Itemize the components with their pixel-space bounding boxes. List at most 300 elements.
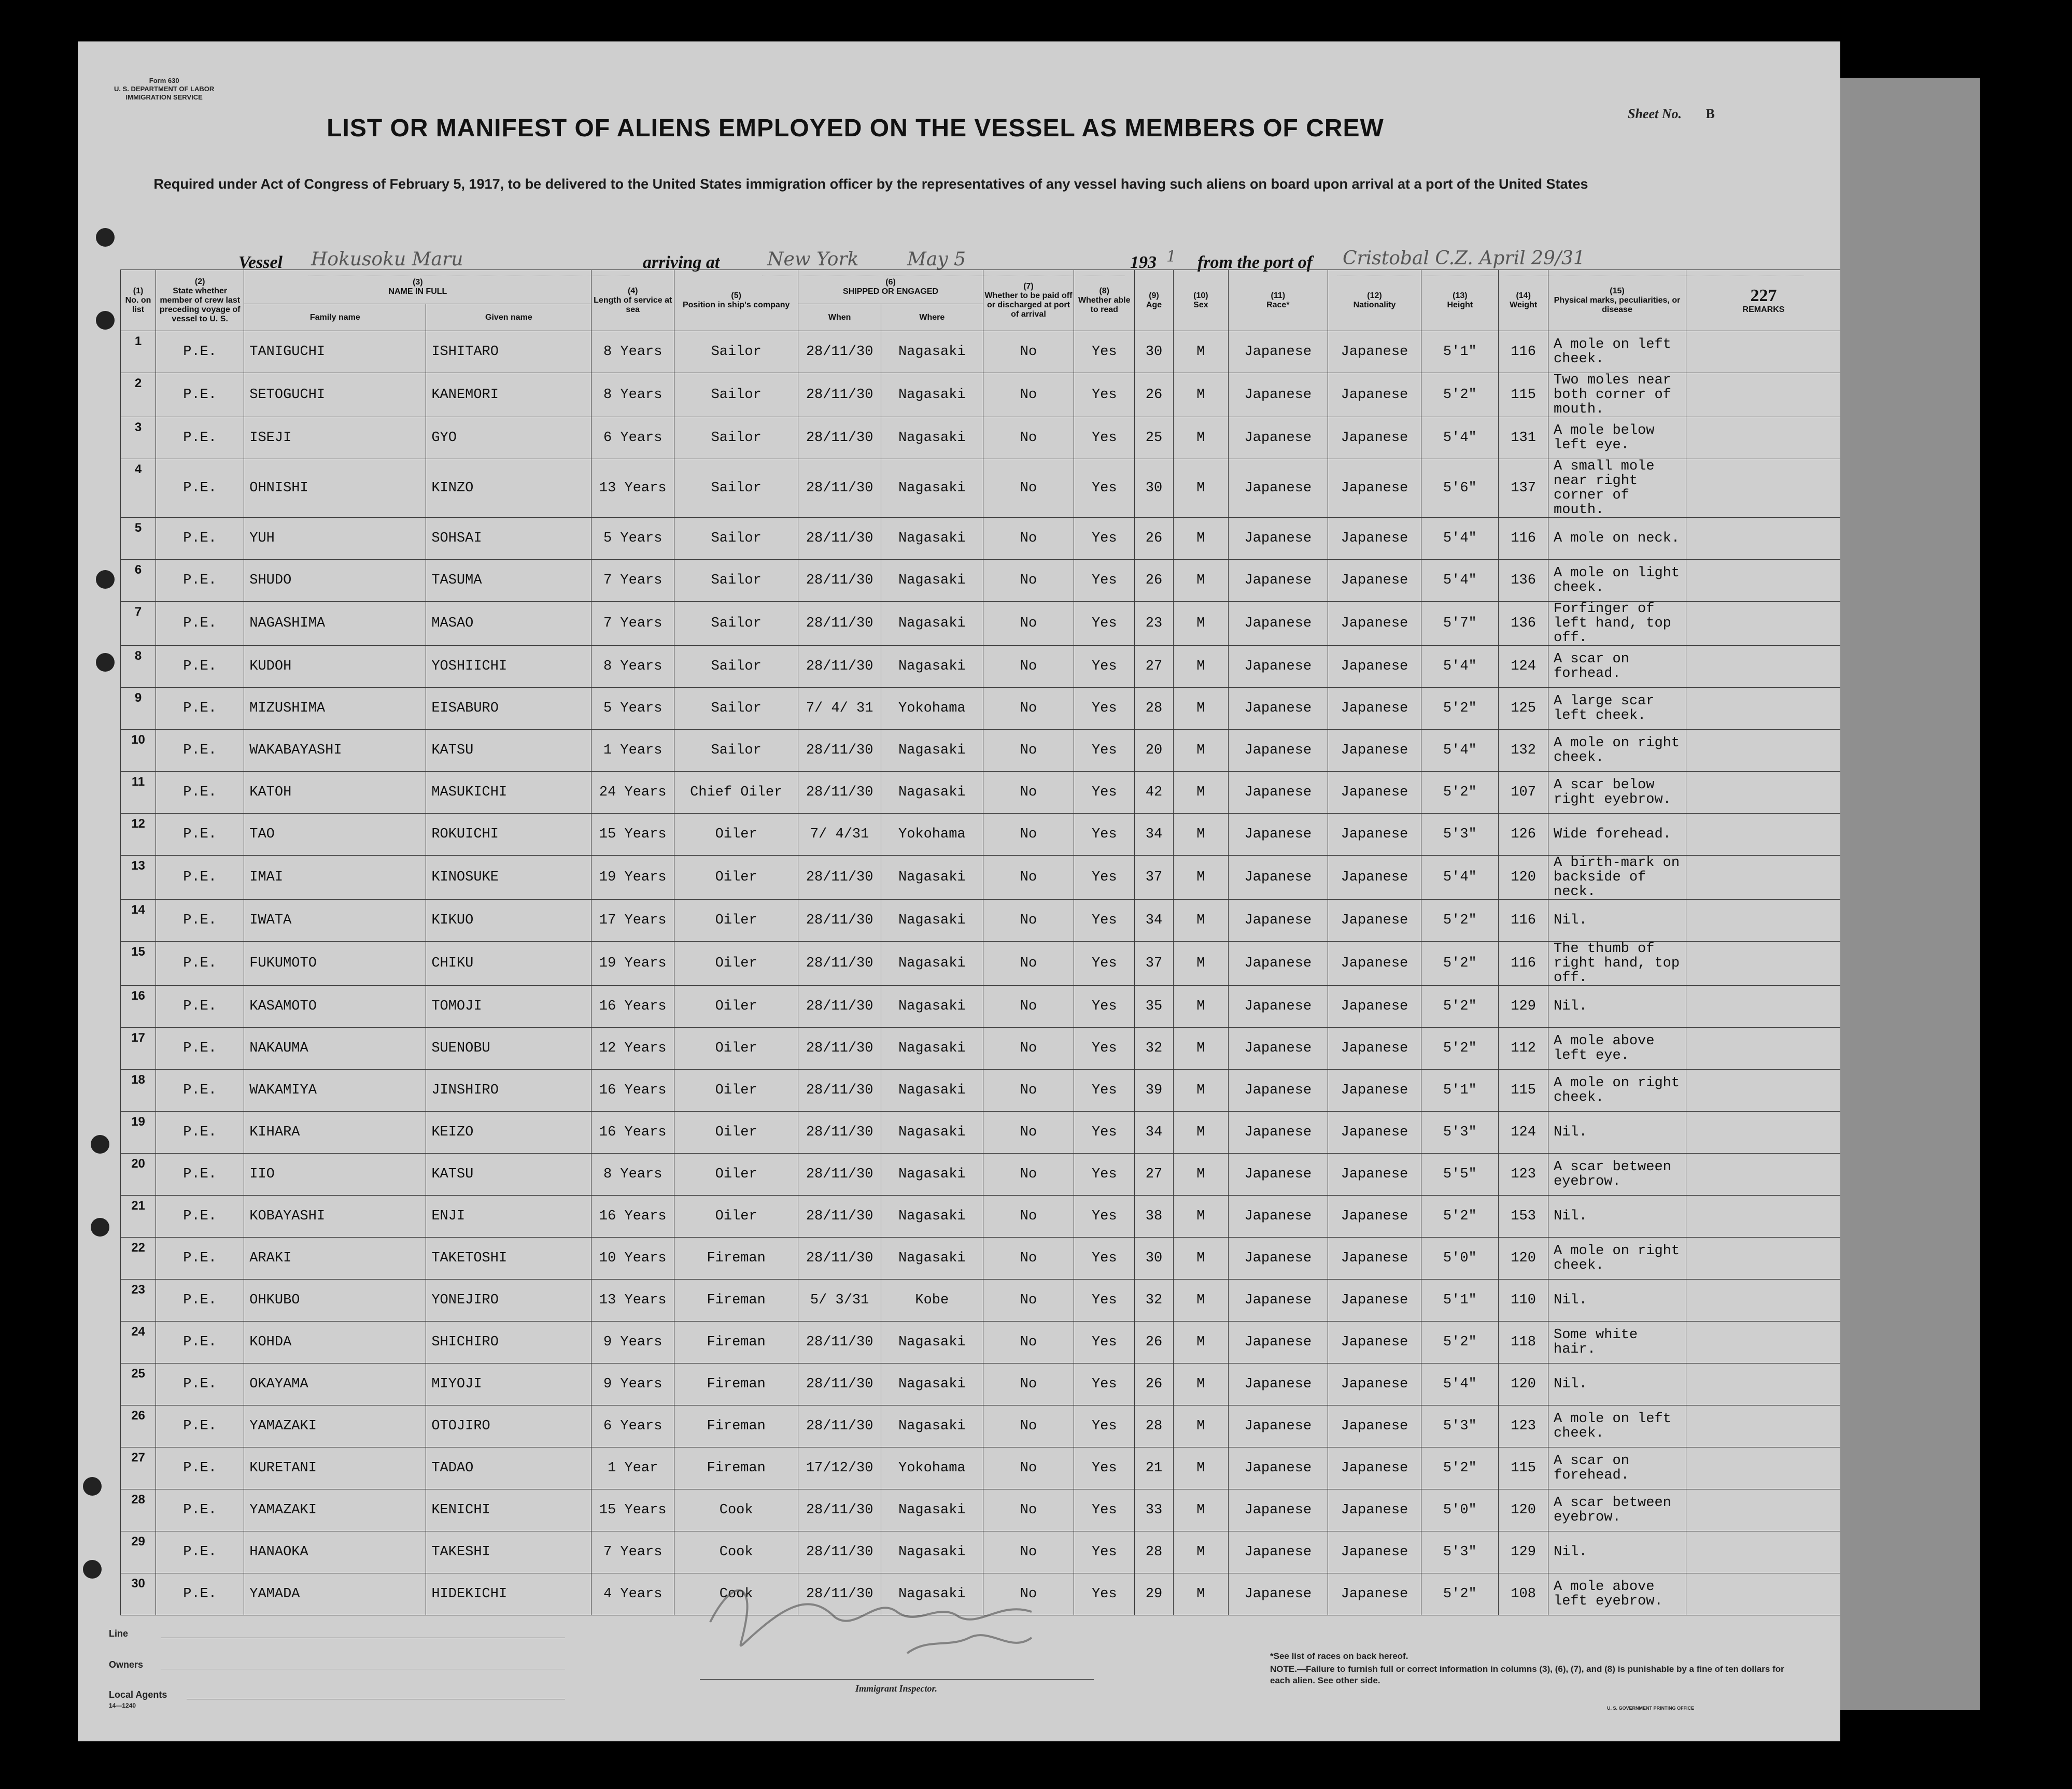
table-row bbox=[121, 1322, 1841, 1364]
cell-weight: 136 bbox=[1499, 602, 1548, 646]
cell-sex: M bbox=[1173, 1196, 1228, 1238]
cell-paid: No bbox=[983, 1028, 1074, 1070]
year-digit: 1 bbox=[1166, 248, 1177, 266]
cell-read: Yes bbox=[1074, 772, 1135, 814]
binder-hole bbox=[96, 570, 115, 589]
cell-given: YOSHIICHI bbox=[426, 646, 591, 688]
cell-weight: 110 bbox=[1499, 1280, 1548, 1322]
cell-family: YUH bbox=[244, 518, 426, 560]
cell-nationality: Japanese bbox=[1328, 1447, 1421, 1489]
cell-sex: M bbox=[1173, 900, 1228, 942]
cell-race: Japanese bbox=[1229, 417, 1328, 459]
col-name-label: NAME IN FULL bbox=[388, 287, 447, 296]
col-marks-num: (15) bbox=[1610, 286, 1625, 295]
cell-race: Japanese bbox=[1229, 1447, 1328, 1489]
cell-service: 9 Years bbox=[591, 1364, 674, 1405]
cell-remarks bbox=[1686, 560, 1840, 602]
cell-prev: P.E. bbox=[156, 1573, 244, 1615]
cell-when: 17/12/30 bbox=[798, 1447, 881, 1489]
cell-service: 13 Years bbox=[591, 1280, 674, 1322]
cell-weight: 107 bbox=[1499, 772, 1548, 814]
col-name-header bbox=[244, 270, 591, 304]
cell-given: ENJI bbox=[426, 1196, 591, 1238]
cell-remarks bbox=[1686, 942, 1840, 986]
cell-position: Fireman bbox=[674, 1280, 798, 1322]
cell-race: Japanese bbox=[1229, 856, 1328, 900]
cell-nationality: Japanese bbox=[1328, 814, 1421, 856]
cell-race: Japanese bbox=[1229, 986, 1328, 1028]
cell-weight: 153 bbox=[1499, 1196, 1548, 1238]
cell-sex: M bbox=[1173, 772, 1228, 814]
table-row bbox=[121, 730, 1841, 772]
from-port-label: from the port of bbox=[1197, 253, 1313, 272]
binder-hole bbox=[96, 228, 115, 247]
cell-race: Japanese bbox=[1229, 1531, 1328, 1573]
cell-where: Nagasaki bbox=[881, 1112, 983, 1154]
cell-remarks bbox=[1686, 1405, 1840, 1447]
cell-prev: P.E. bbox=[156, 1280, 244, 1322]
cell-where: Yokohama bbox=[881, 688, 983, 730]
cell-nationality: Japanese bbox=[1328, 1196, 1421, 1238]
cell-height: 5'2" bbox=[1421, 772, 1499, 814]
cell-height: 5'4" bbox=[1421, 1364, 1499, 1405]
cell-nationality: Japanese bbox=[1328, 772, 1421, 814]
cell-sex: M bbox=[1173, 459, 1228, 518]
cell-age: 23 bbox=[1135, 602, 1173, 646]
cell-remarks bbox=[1686, 1112, 1840, 1154]
cell-position: Fireman bbox=[674, 1447, 798, 1489]
cell-marks: A birth-mark on backside of neck. bbox=[1548, 856, 1686, 900]
cell-where: Nagasaki bbox=[881, 942, 983, 986]
cell-race: Japanese bbox=[1229, 730, 1328, 772]
col-weight-label: Weight bbox=[1510, 300, 1538, 309]
cell-service: 19 Years bbox=[591, 856, 674, 900]
table-row bbox=[121, 942, 1841, 986]
manifest-rows bbox=[121, 331, 1841, 1615]
cell-when: 28/11/30 bbox=[798, 1405, 881, 1447]
cell-family: SHUDO bbox=[244, 560, 426, 602]
cell-read: Yes bbox=[1074, 1238, 1135, 1280]
cell-marks: Nil. bbox=[1548, 1531, 1686, 1573]
cell-weight: 120 bbox=[1499, 1364, 1548, 1405]
cell-remarks bbox=[1686, 373, 1840, 417]
cell-remarks bbox=[1686, 1322, 1840, 1364]
cell-age: 30 bbox=[1135, 331, 1173, 373]
cell-weight: 129 bbox=[1499, 1531, 1548, 1573]
cell-no: 12 bbox=[121, 814, 156, 856]
cell-paid: No bbox=[983, 518, 1074, 560]
cell-height: 5'1" bbox=[1421, 1070, 1499, 1112]
cell-remarks bbox=[1686, 417, 1840, 459]
col-shipped-header bbox=[798, 270, 983, 304]
manifest-sheet bbox=[78, 41, 1840, 1741]
table-row bbox=[121, 459, 1841, 518]
table-row bbox=[121, 646, 1841, 688]
col-height-header bbox=[1421, 270, 1499, 331]
cell-read: Yes bbox=[1074, 1280, 1135, 1322]
cell-age: 30 bbox=[1135, 459, 1173, 518]
cell-where: Nagasaki bbox=[881, 1531, 983, 1573]
cell-read: Yes bbox=[1074, 1573, 1135, 1615]
cell-read: Yes bbox=[1074, 856, 1135, 900]
cell-nationality: Japanese bbox=[1328, 900, 1421, 942]
cell-no: 17 bbox=[121, 1028, 156, 1070]
table-row bbox=[121, 331, 1841, 373]
cell-marks: A mole on right cheek. bbox=[1548, 1070, 1686, 1112]
cell-given: KINZO bbox=[426, 459, 591, 518]
cell-nationality: Japanese bbox=[1328, 560, 1421, 602]
cell-prev: P.E. bbox=[156, 331, 244, 373]
cell-no: 4 bbox=[121, 459, 156, 518]
cell-prev: P.E. bbox=[156, 560, 244, 602]
cell-race: Japanese bbox=[1229, 688, 1328, 730]
cell-marks: A scar on forehead. bbox=[1548, 1447, 1686, 1489]
cell-position: Sailor bbox=[674, 459, 798, 518]
cell-age: 35 bbox=[1135, 986, 1173, 1028]
cell-no: 29 bbox=[121, 1531, 156, 1573]
cell-no: 26 bbox=[121, 1405, 156, 1447]
cell-marks: Nil. bbox=[1548, 986, 1686, 1028]
cell-when: 28/11/30 bbox=[798, 900, 881, 942]
cell-service: 5 Years bbox=[591, 518, 674, 560]
cell-read: Yes bbox=[1074, 331, 1135, 373]
cell-sex: M bbox=[1173, 730, 1228, 772]
cell-weight: 131 bbox=[1499, 417, 1548, 459]
cell-age: 34 bbox=[1135, 814, 1173, 856]
col-when-header: When bbox=[798, 304, 881, 331]
cell-paid: No bbox=[983, 942, 1074, 986]
cell-sex: M bbox=[1173, 942, 1228, 986]
cell-family: IMAI bbox=[244, 856, 426, 900]
cell-read: Yes bbox=[1074, 1154, 1135, 1196]
col-service-header bbox=[591, 270, 674, 331]
races-note: *See list of races on back hereof. bbox=[1270, 1651, 1408, 1661]
cell-when: 28/11/30 bbox=[798, 772, 881, 814]
cell-height: 5'1" bbox=[1421, 1280, 1499, 1322]
cell-where: Kobe bbox=[881, 1280, 983, 1322]
cell-marks: Two moles near both corner of mouth. bbox=[1548, 373, 1686, 417]
cell-paid: No bbox=[983, 814, 1074, 856]
year-prefix: 193 bbox=[1130, 253, 1157, 272]
table-row bbox=[121, 417, 1841, 459]
cell-service: 12 Years bbox=[591, 1028, 674, 1070]
cell-family: WAKAMIYA bbox=[244, 1070, 426, 1112]
cell-nationality: Japanese bbox=[1328, 1531, 1421, 1573]
cell-race: Japanese bbox=[1229, 560, 1328, 602]
cell-remarks bbox=[1686, 772, 1840, 814]
table-row bbox=[121, 1447, 1841, 1489]
cell-nationality: Japanese bbox=[1328, 730, 1421, 772]
cell-sex: M bbox=[1173, 518, 1228, 560]
cell-remarks bbox=[1686, 856, 1840, 900]
cell-where: Nagasaki bbox=[881, 1364, 983, 1405]
cell-weight: 115 bbox=[1499, 373, 1548, 417]
table-row bbox=[121, 688, 1841, 730]
cell-remarks bbox=[1686, 331, 1840, 373]
cell-paid: No bbox=[983, 1489, 1074, 1531]
cell-given: KEIZO bbox=[426, 1112, 591, 1154]
vessel-name: Hokusoku Maru bbox=[311, 249, 463, 270]
agents-form: 14—1240 bbox=[109, 1702, 136, 1709]
cell-given: TAKETOSHI bbox=[426, 1238, 591, 1280]
cell-given: SOHSAI bbox=[426, 518, 591, 560]
cell-prev: P.E. bbox=[156, 772, 244, 814]
cell-when: 28/11/30 bbox=[798, 518, 881, 560]
col-position-header bbox=[674, 270, 798, 331]
cell-service: 7 Years bbox=[591, 560, 674, 602]
cell-where: Nagasaki bbox=[881, 459, 983, 518]
cell-sex: M bbox=[1173, 856, 1228, 900]
cell-given: TAKESHI bbox=[426, 1531, 591, 1573]
cell-weight: 108 bbox=[1499, 1573, 1548, 1615]
cell-read: Yes bbox=[1074, 814, 1135, 856]
cell-remarks bbox=[1686, 1364, 1840, 1405]
cell-paid: No bbox=[983, 602, 1074, 646]
cell-weight: 125 bbox=[1499, 688, 1548, 730]
cell-prev: P.E. bbox=[156, 1405, 244, 1447]
cell-age: 34 bbox=[1135, 900, 1173, 942]
cell-remarks bbox=[1686, 1070, 1840, 1112]
cell-sex: M bbox=[1173, 1489, 1228, 1531]
cell-marks: A scar between eyebrow. bbox=[1548, 1154, 1686, 1196]
cell-sex: M bbox=[1173, 1070, 1228, 1112]
cell-sex: M bbox=[1173, 1364, 1228, 1405]
cell-position: Sailor bbox=[674, 417, 798, 459]
cell-position: Oiler bbox=[674, 1154, 798, 1196]
table-row bbox=[121, 1112, 1841, 1154]
cell-when: 28/11/30 bbox=[798, 560, 881, 602]
cell-when: 28/11/30 bbox=[798, 459, 881, 518]
cell-marks: A mole on right cheek. bbox=[1548, 730, 1686, 772]
cell-sex: M bbox=[1173, 1531, 1228, 1573]
cell-no: 22 bbox=[121, 1238, 156, 1280]
form-header bbox=[114, 77, 214, 102]
cell-sex: M bbox=[1173, 646, 1228, 688]
cell-when: 28/11/30 bbox=[798, 730, 881, 772]
cell-when: 28/11/30 bbox=[798, 1196, 881, 1238]
cell-race: Japanese bbox=[1229, 1364, 1328, 1405]
cell-family: ARAKI bbox=[244, 1238, 426, 1280]
cell-paid: No bbox=[983, 1531, 1074, 1573]
cell-weight: 116 bbox=[1499, 518, 1548, 560]
cell-prev: P.E. bbox=[156, 814, 244, 856]
cell-prev: P.E. bbox=[156, 730, 244, 772]
cell-height: 5'0" bbox=[1421, 1489, 1499, 1531]
cell-service: 6 Years bbox=[591, 417, 674, 459]
cell-marks: A scar on forhead. bbox=[1548, 646, 1686, 688]
cell-given: TOMOJI bbox=[426, 986, 591, 1028]
cell-sex: M bbox=[1173, 331, 1228, 373]
page-subtitle: Required under Act of Congress of February 5, 1917, to be delivered to the United States immigration officer by the representatives of any vessel having such aliens on board upon arrival at a port of the United States bbox=[153, 176, 1588, 192]
cell-no: 21 bbox=[121, 1196, 156, 1238]
col-sex-num: (10) bbox=[1193, 291, 1208, 300]
cell-marks: A mole on light cheek. bbox=[1548, 560, 1686, 602]
cell-given: KANEMORI bbox=[426, 373, 591, 417]
cell-read: Yes bbox=[1074, 1070, 1135, 1112]
col-sex-label: Sex bbox=[1193, 300, 1208, 309]
cell-sex: M bbox=[1173, 1028, 1228, 1070]
col-weight-header bbox=[1499, 270, 1548, 331]
cell-weight: 120 bbox=[1499, 1238, 1548, 1280]
cell-nationality: Japanese bbox=[1328, 373, 1421, 417]
cell-age: 39 bbox=[1135, 1070, 1173, 1112]
cell-where: Nagasaki bbox=[881, 730, 983, 772]
cell-paid: No bbox=[983, 900, 1074, 942]
cell-where: Nagasaki bbox=[881, 1154, 983, 1196]
cell-sex: M bbox=[1173, 560, 1228, 602]
cell-marks: Nil. bbox=[1548, 1280, 1686, 1322]
cell-when: 7/ 4/31 bbox=[798, 814, 881, 856]
cell-paid: No bbox=[983, 459, 1074, 518]
cell-family: NAGASHIMA bbox=[244, 602, 426, 646]
cell-weight: 123 bbox=[1499, 1154, 1548, 1196]
cell-race: Japanese bbox=[1229, 459, 1328, 518]
cell-nationality: Japanese bbox=[1328, 856, 1421, 900]
cell-when: 28/11/30 bbox=[798, 1489, 881, 1531]
cell-position: Sailor bbox=[674, 373, 798, 417]
cell-read: Yes bbox=[1074, 942, 1135, 986]
col-remarks-header bbox=[1686, 270, 1840, 331]
cell-family: OHNISHI bbox=[244, 459, 426, 518]
cell-paid: No bbox=[983, 1405, 1074, 1447]
col-shipped-label: SHIPPED OR ENGAGED bbox=[843, 287, 939, 296]
cell-no: 20 bbox=[121, 1154, 156, 1196]
inspector-underline bbox=[700, 1679, 1094, 1680]
cell-weight: 129 bbox=[1499, 986, 1548, 1028]
cell-weight: 132 bbox=[1499, 730, 1548, 772]
cell-marks: A scar between eyebrow. bbox=[1548, 1489, 1686, 1531]
cell-position: Oiler bbox=[674, 814, 798, 856]
cell-race: Japanese bbox=[1229, 602, 1328, 646]
table-row bbox=[121, 1070, 1841, 1112]
cell-height: 5'3" bbox=[1421, 1531, 1499, 1573]
cell-where: Nagasaki bbox=[881, 646, 983, 688]
cell-given: HIDEKICHI bbox=[426, 1573, 591, 1615]
table-row bbox=[121, 814, 1841, 856]
line-label: Line bbox=[109, 1628, 129, 1639]
cell-family: KOHDA bbox=[244, 1322, 426, 1364]
binder-hole bbox=[91, 1218, 109, 1237]
cell-marks: A mole on left cheek. bbox=[1548, 331, 1686, 373]
col-no-header bbox=[121, 270, 156, 331]
col-read-header bbox=[1074, 270, 1135, 331]
cell-service: 19 Years bbox=[591, 942, 674, 986]
cell-remarks bbox=[1686, 459, 1840, 518]
cell-height: 5'7" bbox=[1421, 602, 1499, 646]
col-weight-num: (14) bbox=[1516, 291, 1531, 300]
cell-paid: No bbox=[983, 856, 1074, 900]
cell-height: 5'1" bbox=[1421, 331, 1499, 373]
cell-age: 26 bbox=[1135, 373, 1173, 417]
cell-family: FUKUMOTO bbox=[244, 942, 426, 986]
col-nationality-header bbox=[1328, 270, 1421, 331]
col-position-num: (5) bbox=[731, 291, 741, 300]
cell-sex: M bbox=[1173, 1322, 1228, 1364]
cell-age: 38 bbox=[1135, 1196, 1173, 1238]
col-height-label: Height bbox=[1447, 300, 1473, 309]
cell-where: Nagasaki bbox=[881, 1028, 983, 1070]
cell-marks: A mole below left eye. bbox=[1548, 417, 1686, 459]
cell-nationality: Japanese bbox=[1328, 1280, 1421, 1322]
cell-age: 26 bbox=[1135, 1322, 1173, 1364]
cell-no: 11 bbox=[121, 772, 156, 814]
cell-nationality: Japanese bbox=[1328, 688, 1421, 730]
cell-family: YAMAZAKI bbox=[244, 1405, 426, 1447]
cell-given: TASUMA bbox=[426, 560, 591, 602]
cell-race: Japanese bbox=[1229, 1028, 1328, 1070]
cell-when: 28/11/30 bbox=[798, 1322, 881, 1364]
cell-service: 8 Years bbox=[591, 331, 674, 373]
cell-family: ISEJI bbox=[244, 417, 426, 459]
cell-nationality: Japanese bbox=[1328, 942, 1421, 986]
cell-position: Sailor bbox=[674, 560, 798, 602]
arrival-port: New York bbox=[767, 249, 859, 270]
cell-family: OKAYAMA bbox=[244, 1364, 426, 1405]
cell-sex: M bbox=[1173, 986, 1228, 1028]
cell-when: 28/11/30 bbox=[798, 1364, 881, 1405]
cell-no: 1 bbox=[121, 331, 156, 373]
cell-height: 5'2" bbox=[1421, 1322, 1499, 1364]
cell-position: Fireman bbox=[674, 1322, 798, 1364]
cell-family: YAMADA bbox=[244, 1573, 426, 1615]
cell-no: 24 bbox=[121, 1322, 156, 1364]
cell-service: 6 Years bbox=[591, 1405, 674, 1447]
cell-position: Oiler bbox=[674, 1070, 798, 1112]
table-row bbox=[121, 1364, 1841, 1405]
col-family-header: Family name bbox=[244, 304, 426, 331]
cell-race: Japanese bbox=[1229, 518, 1328, 560]
cell-paid: No bbox=[983, 373, 1074, 417]
cell-when: 28/11/30 bbox=[798, 1531, 881, 1573]
cell-race: Japanese bbox=[1229, 1322, 1328, 1364]
col-paid-label: Whether to be paid off or discharged at port of arrival bbox=[984, 291, 1073, 319]
cell-remarks bbox=[1686, 1280, 1840, 1322]
cell-when: 28/11/30 bbox=[798, 1070, 881, 1112]
cell-read: Yes bbox=[1074, 1112, 1135, 1154]
cell-position: Sailor bbox=[674, 688, 798, 730]
col-no-label: No. on list bbox=[125, 295, 151, 314]
cell-no: 28 bbox=[121, 1489, 156, 1531]
cell-when: 28/11/30 bbox=[798, 1112, 881, 1154]
cell-where: Nagasaki bbox=[881, 1196, 983, 1238]
cell-marks: Wide forehead. bbox=[1548, 814, 1686, 856]
cell-nationality: Japanese bbox=[1328, 1489, 1421, 1531]
cell-service: 7 Years bbox=[591, 602, 674, 646]
cell-age: 32 bbox=[1135, 1028, 1173, 1070]
cell-position: Sailor bbox=[674, 602, 798, 646]
cell-where: Nagasaki bbox=[881, 1238, 983, 1280]
table-row bbox=[121, 900, 1841, 942]
cell-sex: M bbox=[1173, 373, 1228, 417]
cell-position: Sailor bbox=[674, 730, 798, 772]
cell-read: Yes bbox=[1074, 602, 1135, 646]
cell-given: MIYOJI bbox=[426, 1364, 591, 1405]
cell-nationality: Japanese bbox=[1328, 986, 1421, 1028]
cell-family: KURETANI bbox=[244, 1447, 426, 1489]
table-row bbox=[121, 1280, 1841, 1322]
cell-no: 10 bbox=[121, 730, 156, 772]
table-row bbox=[121, 373, 1841, 417]
cell-paid: No bbox=[983, 1447, 1074, 1489]
cell-position: Cook bbox=[674, 1531, 798, 1573]
cell-where: Nagasaki bbox=[881, 331, 983, 373]
cell-when: 28/11/30 bbox=[798, 1154, 881, 1196]
cell-family: IIO bbox=[244, 1154, 426, 1196]
col-service-num: (4) bbox=[627, 286, 638, 295]
crew-manifest-table bbox=[120, 269, 1840, 1615]
col-service-label: Length of service at sea bbox=[594, 295, 672, 314]
cell-service: 8 Years bbox=[591, 1154, 674, 1196]
